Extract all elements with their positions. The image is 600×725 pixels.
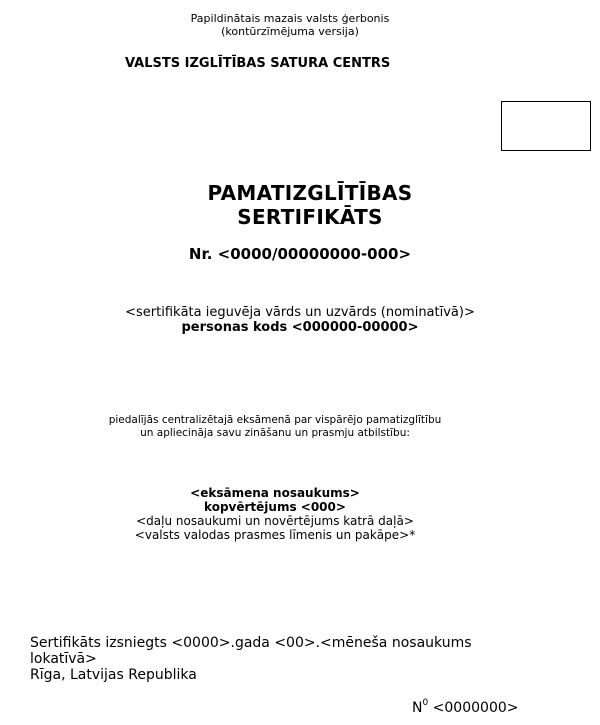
certificate-title-line-2: SERTIFIKĀTS xyxy=(237,205,383,229)
certificate-title xyxy=(100,181,520,229)
serial-number xyxy=(412,700,518,716)
exam-block xyxy=(60,486,490,542)
issue-info xyxy=(30,635,510,683)
holder-block xyxy=(60,305,540,335)
certificate-title-line-1: PAMATIZGLĪTĪBAS xyxy=(207,181,413,205)
statement-block xyxy=(60,414,490,440)
exam-parts: <daļu nosaukumi un novērtējums katrā daļā> xyxy=(136,514,414,528)
exam-name: <eksāmena nosaukums> xyxy=(190,486,360,500)
issue-date-line-2: lokatīvā> xyxy=(30,651,97,667)
issue-place: Rīga, Latvijas Republika xyxy=(30,667,197,683)
issuer-name: VALSTS IZGLĪTĪBAS SATURA CENTRS xyxy=(125,56,391,71)
coat-of-arms-note xyxy=(130,12,450,38)
exam-total-score: kopvērtējums <000> xyxy=(204,500,346,514)
serial-value: <0000000> xyxy=(432,700,519,716)
certificate-number: Nr. <0000/00000000-000> xyxy=(188,245,412,263)
coat-of-arms-line-1: Papildinātais mazais valsts ģerbonis xyxy=(190,12,390,25)
holder-name: <sertifikāta ieguvēja vārds un uzvārds (nominatīvā)> xyxy=(125,305,475,320)
statement-line-1: piedalījās centralizētajā eksāmenā par vispārējo pamatizglītību xyxy=(108,414,442,426)
serial-prefix: N xyxy=(412,700,423,716)
photo-placeholder-box xyxy=(501,101,591,151)
holder-personal-code: personas kods <000000-00000> xyxy=(181,320,419,335)
statement-line-2: un apliecināja savu zināšanu un prasmju atbilstību: xyxy=(140,427,410,439)
exam-language-level: <valsts valodas prasmes līmenis un pakāpe>* xyxy=(134,528,416,542)
issue-date-line-1: Sertifikāts izsniegts <0000>.gada <00>.<mēneša nosaukums xyxy=(30,635,472,651)
coat-of-arms-line-2: (kontūrzīmējuma versija) xyxy=(221,25,359,38)
serial-superscript: 0 xyxy=(422,698,429,708)
